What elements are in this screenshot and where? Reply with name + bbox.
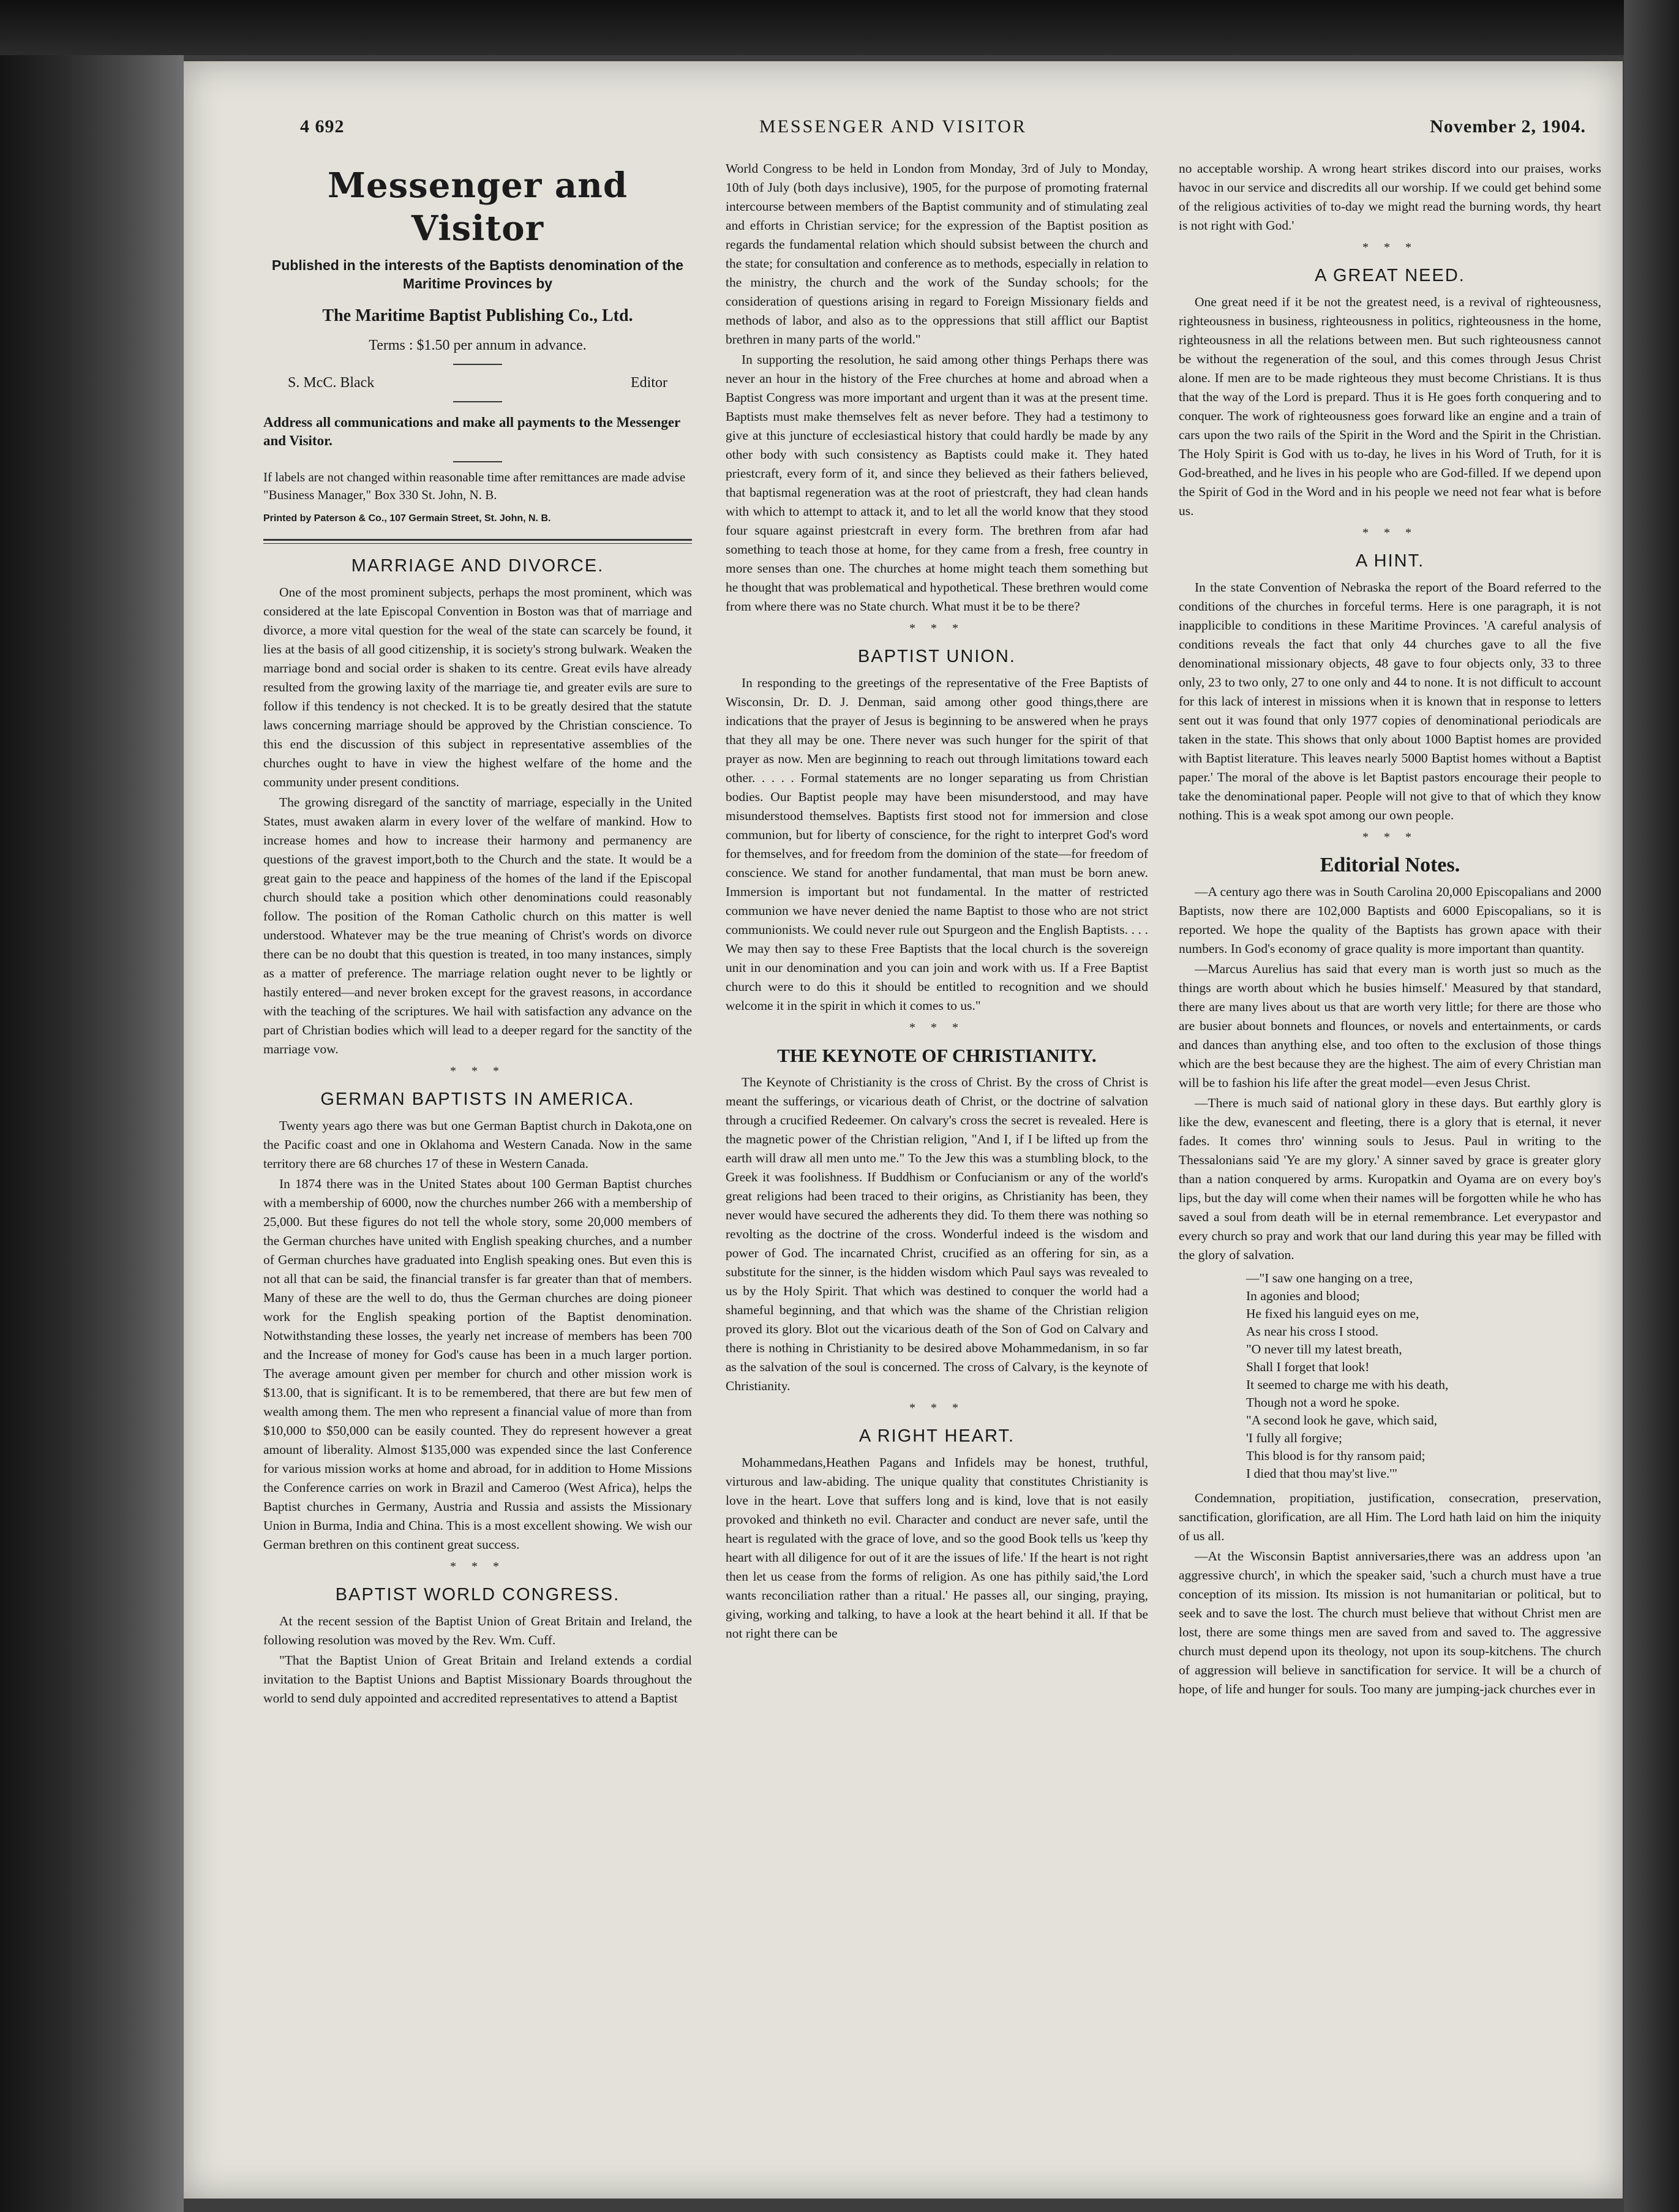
article-paragraph: —At the Wisconsin Baptist anniversaries,there was an address upon 'an aggressive church', in which the speaker said, 'such a church must have a true conception of its mission. Its mission is not humanitarian or political, but to seek and to save the lost. The church must believe that without Christ men are lost, there are some things men are saved from and saved to. The aggressive church must depend upon its theology, not upon its soup-kitchens. The church of aggression will believe in sanctification for service. It will be a church of hope, of life and hunger for souls. Too many are jumping-jack churches ever in xyxy=(1179,1549,1601,1696)
article-paragraph: In responding to the greetings of the representative of the Free Baptists of Wisconsin, Dr. D. J. Denman, said among other good things,there are indications that the prayer of Jesus is beginning to be answered when he prays that they all may be one. There never was such hunger for the spirit of that prayer as now. Men are beginning to reach out through limitations toward each other. . . . . Formal statements are no longer separating us from Christian bodies. Our Baptist people may have been misunderstood, and may have misunderstood themselves. Baptists first stood not for immersion and close communion, but for liberty of conscience, for the right to interpret God's word for themselves, and for freedom from the dominion of the state—for freedom of conscience. We stand for another fundamental, that man must be born anew. Immersion is important but not fundamental. In the matter of restricted communion we have never denied the name Baptist to those who are not strict communionists. We could never rule out Spurgeon and the English Baptists. . . . We may then say to these Free Baptists that the local church is the sovereign unit in our denomination and you can join and work with us. If a Free Baptist church were to do this it should be entitled to recognition and we should welcome it in the spirit in which it comes to us." xyxy=(726,675,1148,1013)
masthead-subtitle: Published in the interests of the Baptists denomination of the Maritime Provinces by xyxy=(271,257,684,292)
poem xyxy=(1246,1270,1601,1483)
article-heading: BAPTIST WORLD CONGRESS. xyxy=(335,1585,620,1604)
article-paragraph: In 1874 there was in the United States about 100 German Baptist churches with a membership of 6000, now the churches number 266 with a membership of 25,000. But these figures do not tell the whole story, some 20,000 members of the German churches have united with English speaking churches, and a number of German churches have graduated into English speaking ones. But even this is not all that can be said, the financial transfer is far greater than that of members. Many of these are the well to do, thus the German churches are doing pioneer work for the English speaking portion of the Baptist denomination. Notwithstanding these losses, the yearly net increase of members has been 700 and the Increase of money for God's cause has been in a much larger portion. The average amount given per member for church and other mission work is $13.00, that is significant. It is to be remembered, that there are but few men of wealth among them. The men who represent a financial value of more than from $10,000 to $50,000 can be easily counted. They do represent however a great amount of liberality. Almost $135,000 was expended since the last Conference for various mission works at home and abroad, for in addition to Home Missions the Conference carries on work in Brazil and Cameroo (West Africa), helps the Baptist churches in Germany, Austria and Russia and assists the Missionary Union in Burma, India and China. This is a most excellent showing. We wish our German brethren on this continent great success. xyxy=(263,1176,692,1552)
article-heading: A RIGHT HEART. xyxy=(858,1426,1015,1446)
newspaper-page xyxy=(184,61,1623,2199)
address-notice: Address all communications and make all payments to the Messenger and Visitor. xyxy=(263,415,680,448)
poem-line: 'I fully all forgive; xyxy=(1246,1431,1342,1445)
masthead-rule xyxy=(263,539,692,544)
poem-line: Though not a word he spoke. xyxy=(1246,1395,1400,1410)
section-separator: * * * xyxy=(909,622,964,635)
running-title: MESSENGER AND VISITOR xyxy=(759,116,1027,137)
article-paragraph: The growing disregard of the sanctity of marriage, especially in the United States, must awaken alarm in every lover of the welfare of mankind. How to increase homes and how to increase their harmony and permanency are questions of the gravest import,both to the Church and the state. It would be a great gain to the peace and happiness of the homes of the land if the Episcopal church should take a position which other denominations could reasonably follow. The position of the Roman Catholic church on this matter is well understood. Whatever may be the true meaning of Christ's words on divorce there can be no doubt that this question is treated, in too many instances, simply as a matter of preference. The marriage relation ought never to be lightly or hastily entered—and never broken except for the gravest reasons, in accordance with the teaching of the scriptures. We hail with satisfaction any advance on the part of Christian bodies which will lead to a deeper regard for the sanctity of the marriage vow. xyxy=(263,795,692,1056)
article-heading: Editorial Notes. xyxy=(1320,854,1460,876)
scan-shadow-left xyxy=(0,0,184,2212)
divider xyxy=(453,401,502,402)
column-1 xyxy=(263,159,692,2180)
masthead-publisher: The Maritime Baptist Publishing Co., Ltd. xyxy=(322,306,633,325)
editor-line xyxy=(263,374,692,393)
article-paragraph: "That the Baptist Union of Great Britain and Ireland extends a cordial invitation to the Baptist Unions and Baptist Missionary Boards throughout the world to send duly appointed and accredited representatives to attend a Baptist xyxy=(263,1653,692,1706)
article-heading: BAPTIST UNION. xyxy=(858,647,1016,666)
editor-name: S. McC. Black xyxy=(288,375,375,391)
divider xyxy=(453,364,502,365)
poem-line: —"I saw one hanging on a tree, xyxy=(1246,1271,1413,1285)
poem-line: In agonies and blood; xyxy=(1246,1288,1360,1303)
poem-line: Shall I forget that look! xyxy=(1246,1360,1370,1374)
article-heading: A HINT. xyxy=(1355,551,1425,571)
masthead xyxy=(263,164,692,528)
article-paragraph: The Keynote of Christianity is the cross of Christ. By the cross of Christ is meant the sufferings, or vicarious death of Christ, or the doctrine of salvation through a crucified Redeemer. On calvary's cross the secret is revealed. Here is the magnetic power of the Christian religion, "And I, if I be lifted up from the earth will draw all men unto me." To the Jew this was a stumbling block, to the Greek it was foolishness. If Buddhism or Confucianism or any of the world's great religions had been traced to their origins, as Christianity has been, they never would have secured the adherents they did. To them there was nothing so revolting as the doctrine of the cross. Wonderful indeed is the wisdom and power of God. The incarnated Christ, crucified as an offering for sin, as a substitute for the sinner, is the hidden wisdom which Paul says was revealed to us by the Holy Spirit. That which was destined to conquer the world had a shameful beginning, and that which was the shame of the Christian religion proved its glory. Blot out the vicarious death of the Son of God on Calvary and there is nothing in Christianity to be desired above Mohammedanism, in so far as the salvation of the soul is concerned. The cross of Calvary, is the keynote of Christianity. xyxy=(726,1075,1148,1393)
section-separator: * * * xyxy=(450,1064,505,1078)
scan-shadow-right xyxy=(1624,0,1679,2212)
article-heading: MARRIAGE AND DIVORCE. xyxy=(351,556,604,576)
article-paragraph: In the state Convention of Nebraska the report of the Board referred to the conditions of the churches in forceful terms. Here is one paragraph, it is not inapplicible to conditions in these Maritime Provinces. 'A careful analysis of conditions reveals the fact that only 44 churches gave to all the five denominational missionary objects, 48 gave to four objects only, 33 to three only, 23 to two only, 27 to one only and 44 to none. It is not difficult to account for this lack of interest in missions when it is known that in response to letters sent out it was found that only 1977 copies of denominational periodicals are taken in the state. This shows that only about 1000 Baptist homes are provided with Baptist literature. This leaves nearly 5000 Baptist homes without a Baptist paper.' The moral of the above is let Baptist pastors encourage their people to take the denominational paper. People will not give to that of which they know nothing. This is a weak spot among our own people. xyxy=(1179,580,1601,822)
labels-notice: If labels are not changed within reasonable time after remittances are made advise "Business Manager," Box 330 St. John, N. B. xyxy=(263,470,686,502)
article-paragraph: Mohammedans,Heathen Pagans and Infidels may be honest, truthful, virturous and law-abiding. The unique quality that constitutes Christianity is love in the heart. Love that suffers long and is kind, love that is not easily provoked and thinketh no evil. Character and conduct are never safe, until the heart is regulated with the grace of love, and so the good Book tells us 'keep thy heart with all diligence for out of it are the issues of life.' If the heart is not right then let us cease from the forms of religion. As one has pithily said,'the Lord wants reconciliation rather than a ritual.' He passes all, our singing, praying, giving, working and talking, to have a look at the heart behind it all. If that be not right there can be xyxy=(726,1455,1148,1641)
poem-line: He fixed his languid eyes on me, xyxy=(1246,1306,1419,1321)
poem-line: This blood is for thy ransom paid; xyxy=(1246,1448,1425,1463)
subscription-terms xyxy=(263,336,692,355)
section-separator: * * * xyxy=(909,1401,964,1415)
section-separator: * * * xyxy=(1362,830,1418,844)
page-header xyxy=(300,116,1586,153)
poem-line: As near his cross I stood. xyxy=(1246,1324,1379,1339)
article-paragraph: World Congress to be held in London from Monday, 3rd of July to Monday, 10th of July (both days inclusive), 1905, for the purpose of promoting fraternal intercourse between members of the Baptist community and of stimulating zeal and efforts in Christian service; for the expression of the Baptist position as regards the fundamental relation which should subsist between the church and the state; for consultation and conference as to methods, especially in relation to the ministry, the church and the work of the Sunday schools; for the consideration of questions arising in regard to Foreign Missionary fields and methods of labor, and also as to the oppressions that still afflict our Baptist brethren in many parts of the world." xyxy=(726,161,1148,347)
section-separator: * * * xyxy=(1362,526,1418,540)
article-heading: THE KEYNOTE OF CHRISTIANITY. xyxy=(777,1045,1097,1066)
poem-line: I died that thou may'st live.'" xyxy=(1246,1466,1398,1481)
masthead-title: Messenger and Visitor xyxy=(328,165,628,249)
article-paragraph: —Marcus Aurelius has said that every man is worth just so much as the things are worth about which he busies himself.' Measured by that standard, there are many lives about us that are worth very little; for there are those who are busier about bonnets and flounces, or novels and entertainments, or cards and dances than anything else, and too often to the exclusion of those things which are the best because they are the highest. The aim of every Christian man will be to fashion his life after the great model—even Jesus Christ. xyxy=(1179,961,1601,1090)
article-paragraph: One great need if it be not the greatest need, is a revival of righteousness, righteousness in business, righteousness in politics, righteousness in the home, righteousness in all the relations between men. But such righteousness cannot be without the regeneration of the soul, and this comes through Jesus Christ alone. If men are to be made righteous they must become Christians. It is thus that the way of the Lord is prepard. Thus it is He goes forth conquering and to conquer. The work of righteousness goes forward like an engine and a train of cars upon the two rails of the Spirit in the Word and the Spirit in the Christian. The Holy Spirit is God with us to-day, he lives in his Word of Truth, for it is God-breathed, and he lives in his people who are God-filled. If we depend upon the Spirit of God in the Word and in his people we need not fear what is before us. xyxy=(1179,295,1601,518)
article-paragraph: Twenty years ago there was but one German Baptist church in Dakota,one on the Pacific coast and one in Oklahoma and Western Canada. Now in the same territory there are 68 churches 17 of these in Western Canada. xyxy=(263,1118,692,1171)
editor-role: Editor xyxy=(631,375,667,391)
article-paragraph: At the recent session of the Baptist Union of Great Britain and Ireland, the following resolution was moved by the Rev. Wm. Cuff. xyxy=(263,1614,692,1647)
terms-label: Terms : xyxy=(369,337,413,353)
section-separator: * * * xyxy=(909,1021,964,1034)
issue-date: November 2, 1904. xyxy=(1430,116,1586,137)
page-number: 4 692 xyxy=(300,116,345,137)
article-heading: GERMAN BAPTISTS IN AMERICA. xyxy=(320,1089,635,1109)
column-3 xyxy=(1179,159,1601,2180)
divider xyxy=(453,461,502,462)
printer-line: Printed by Paterson & Co., 107 Germain Street, St. John, N. B. xyxy=(263,513,551,524)
article-paragraph: Condemnation, propitiation, justification, consecration, preservation, sanctification, glorification, are all Him. The Lord hath laid on him the iniquity of us all. xyxy=(1179,1491,1601,1543)
article-paragraph: —There is much said of national glory in these days. But earthly glory is like the dew, evanescent and fleeting, there is a glory that is eternal, it never fades. It comes thro' winning souls to Jesus. Paul in writing to the Thessalonians said 'Ye are my glory.' A sinner saved by grace is greater glory than a nation conquered by arms. Kuropatkin and Oyama are on every boy's lips, but the day will come when their names will be forgotten while he who has saved a soul from death will be in eternal remembrance. Let everypastor and every church so pray and work that our land during this year may be filled with the glory of salvation. xyxy=(1179,1096,1601,1262)
article-paragraph: —A century ago there was in South Carolina 20,000 Episcopalians and 2000 Baptists, now there are 102,000 Baptists and 6000 Episcopalians, so it is reported. We hope the quality of the Baptists has grown apace with their numbers. In God's economy of grace quality is more important than quantity. xyxy=(1179,884,1601,956)
scan-shadow-top xyxy=(0,0,1679,55)
section-separator: * * * xyxy=(1362,241,1418,254)
article-paragraph: One of the most prominent subjects, perhaps the most prominent, which was considered at the late Episcopal Convention in Boston was that of marriage and divorce, a more vital question for the weal of the state can scarcely be found, it lies at the basis of all good citizenship, it is society's strong bulwark. Weaken the marriage bond and social order is shaken to its centre. Great evils have already resulted from the growing laxity of the marriage tie, and greater evils are sure to follow if this tendency is not checked. It is to be greatly desired that the statute laws concerning marriage should be approved by the Christian conscience. To this end the discussion of this subject in representative assemblies of the churches ought to have in view the highest welfare of the home and the community under present conditions. xyxy=(263,585,692,789)
article-heading: A GREAT NEED. xyxy=(1315,266,1465,285)
poem-line: It seemed to charge me with his death, xyxy=(1246,1377,1449,1392)
poem-line: "A second look he gave, which said, xyxy=(1246,1413,1438,1428)
column-2 xyxy=(726,159,1148,2180)
section-separator: * * * xyxy=(450,1560,505,1573)
terms-value: $1.50 per annum in advance. xyxy=(416,337,587,353)
article-paragraph: In supporting the resolution, he said among other things Perhaps there was never an hour in the history of the Free churches at home and abroad when a Baptist Congress was more important and urgent than it was at the present time. Baptists must make themselves felt as never before. They had a testimony to give at this juncture of ecclesiastical history that could hardly be made by any other body with such consistency as Baptists could make it. They hated priestcraft, every form of it, and since they believed as their fathers believed, that baptismal regeneration was at the root of priestcraft, they had clean hands with which to attempt to attack it, and to let all the world know that they stood four square against priestcraft in every form. The brethren from afar had something to teach those at home, for they came from a fresh, free country in more senses than one. The churches at home might teach them something but he thought that was problematical and hypothetical. These brethren would come from where there was no State church. What must it be to be there? xyxy=(726,352,1148,614)
poem-line: "O never till my latest breath, xyxy=(1246,1342,1402,1356)
article-paragraph: no acceptable worship. A wrong heart strikes discord into our praises, works havoc in our service and discredits all our worship. If we could get behind some of the religious activities of to-day we might read the burning words, thy heart is not right with God.' xyxy=(1179,161,1601,233)
